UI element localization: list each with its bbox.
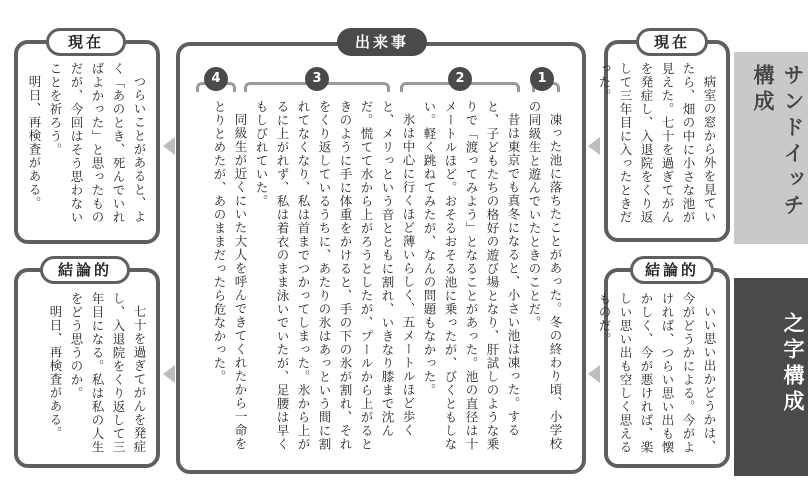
event-paragraph: 昔は東京でも真冬になると、小さい池は凍った。すると、子どもたちの格好の遊び場となり、肝試しのような乗りで「渡ってみよう」となることがあった。池の直径は十メートルほど。おそるおそる池に乗ったが、びくともしない。軽く跳ねてみたが、なんの問題もなかった。 [422, 100, 521, 451]
present-paragraph: 病室の窓から外を見ていたら、畑の中に小さな池が見えた。七十を過ぎてがんを発症し、入退院をくり返して三年目に入ったときだった。 [597, 62, 717, 224]
zigzag-structure-label: 之字構成 [781, 312, 805, 416]
event-title: 出来事 [337, 28, 427, 56]
conclusion-label-right: 結論的 [630, 256, 714, 284]
section-number-badge: 1 [530, 67, 554, 91]
conclusion-label-left: 結論的 [40, 256, 130, 284]
conclusion-paragraph: 七十を過ぎてがんを発症し、入退院をくり返して三年目になる。私は私の人生をどう思うのか。 [69, 292, 147, 454]
present-text-left [26, 62, 150, 236]
event-text [196, 100, 566, 460]
conclusion-paragraph: いい思い出かどうかは、今がどうかによる。今がよければ、つらい思い出も懐かしく、今が悪ければ、楽しい思い出も空しく思えるものだ。 [597, 292, 717, 454]
conclusion-text-right [597, 292, 720, 460]
event-paragraph: 凍った池に落ちたことがあった。冬の終わり頃、小学校の同級生と遊んでいたときのことだ。 [527, 100, 563, 450]
section-number-badge: 4 [204, 67, 228, 91]
arrow-left-icon [163, 365, 175, 383]
present-paragraph: 明日、再検査がある。 [27, 74, 42, 210]
sandwich-structure-band [734, 52, 808, 244]
event-paragraph: 氷は中心に行くほど薄いらしく、五メートルほど歩くと、メリっという音とともに割れ、いきなり膝まで沈んだ。慌てて水から上がろうとしたが、プールから上がるときのように手に体重をかけると、手の下の氷が割れ、それをくり返しているうちに、あたりの氷はあっという間に割れてなくなり、私は首までつかってしまった。氷から上がるに上がれず、私は着衣のまま泳いでいたが、足腰は早くもしびれていた。 [254, 100, 416, 451]
zigzag-structure-band [734, 278, 808, 476]
sandwich-structure-label: サンドイッチ構成 [751, 64, 805, 220]
present-label-left: 現在 [46, 28, 126, 56]
present-text-right [597, 62, 720, 234]
section-number-badge: 2 [448, 67, 472, 91]
arrow-left-icon [163, 137, 175, 155]
present-paragraph: つらいことがあると、よく「あのとき、死んでいればよかった」と思ったものだが、今回はそう思わないことを祈ろう。 [48, 62, 147, 224]
event-paragraph: 同級生が近くにいた大人を呼んできてくれたから一命をとりとめたが、あのままだったら危なかった。 [212, 100, 248, 450]
conclusion-text-left [26, 292, 150, 460]
section-number-badge: 3 [305, 67, 329, 91]
present-label-right: 現在 [636, 28, 708, 56]
conclusion-paragraph: 明日、再検査がある。 [48, 304, 63, 440]
